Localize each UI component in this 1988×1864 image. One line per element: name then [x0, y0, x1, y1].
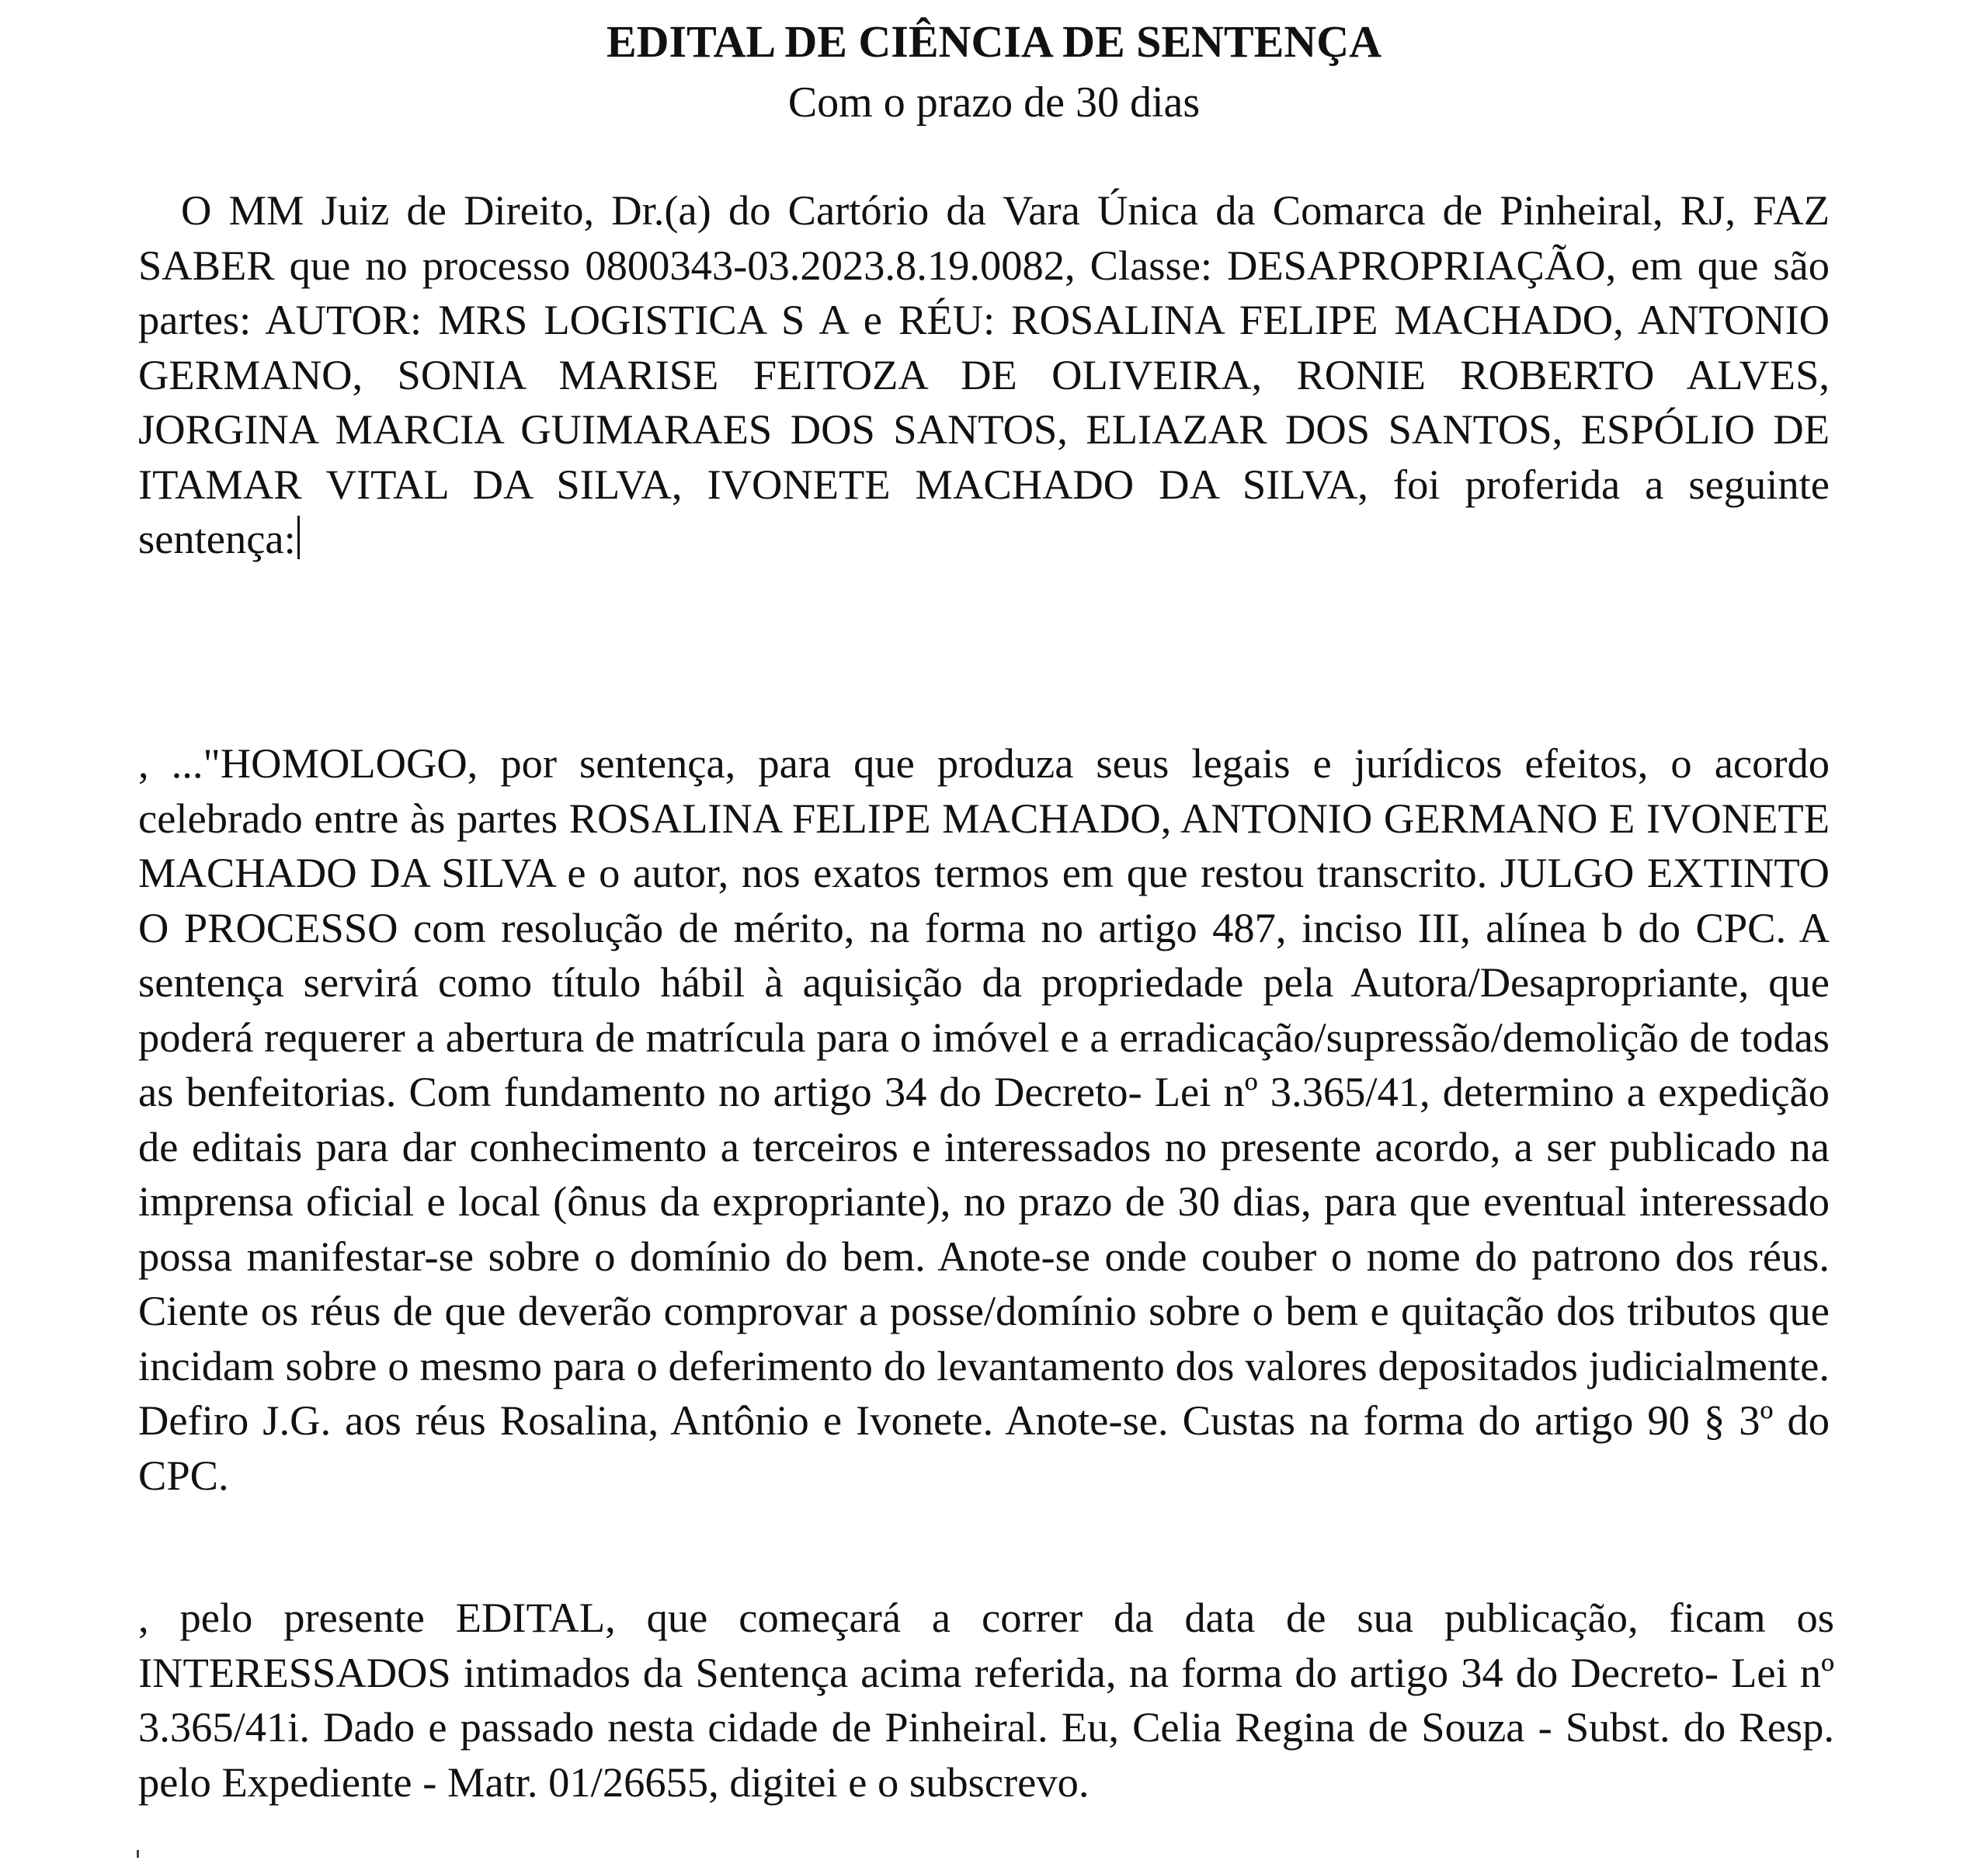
document-title: EDITAL DE CIÊNCIA DE SENTENÇA	[606, 16, 1382, 67]
stray-mark	[137, 1850, 139, 1858]
sentence-paragraph[interactable]: , ..."HOMOLOGO, por sentença, para que produza seus legais e jurídicos efeitos, o acordo celebrado entre às partes ROSALINA FELIPE MACHADO, ANTONIO GERMANO E IVONETE MACHADO DA SILVA e o autor, nos exatos termos em que restou transcrito. JULGO EXTINTO O PROCESSO com resolução de mérito, na forma no artigo 487, inciso III, alínea b do CPC. A sentença servirá como título hábil à aquisição da propriedade pela Autora/Desapropriante, que poderá requerer a abertura de matrícula para o imóvel e a erradicação/supressão/demolição de todas as benfeitorias. Com fundamento no artigo 34 do Decreto- Lei nº 3.365/41, determino a expedição de editais para dar conhecimento a terceiros e interessados no presente acordo, a ser publicado na imprensa oficial e local (ônus da expropriante), no prazo de 30 dias, para que eventual interessado possa manifestar-se sobre o domínio do bem. Anote-se onde couber o nome do patrono dos réus. Ciente os réus de que deverão comprovar a posse/domínio sobre o bem e quitação dos tributos que incidam sobre o mesmo para o deferimento do levantamento dos valores depositados judicialmente. Defiro J.G. aos réus Rosalina, Antônio e Ivonete. Anote-se. Custas na forma do artigo 90 § 3º do CPC.	[138, 739, 1830, 1499]
text-cursor	[297, 516, 300, 559]
document-subtitle: Com o prazo de 30 dias	[787, 78, 1201, 127]
closing-paragraph[interactable]: , pelo presente EDITAL, que começará a correr da data de sua publicação, ficam os INTERESSADOS intimados da Sentença acima referida, na forma do artigo 34 do Decreto- Lei nº 3.365/41i. Dado e passado nesta cidade de Pinheiral. Eu, Celia Regina de Souza - Subst. do Resp. pelo Expediente - Matr. 01/26655, digitei e o subscrevo.	[138, 1594, 1834, 1806]
intro-paragraph[interactable]	[138, 183, 1830, 567]
intro-paragraph-text: O MM Juiz de Direito, Dr.(a) do Cartório da Vara Única da Comarca de Pinheiral, RJ, FAZ SABER que no processo 0800343-03.2023.8.19.0082, Classe: DESAPROPRIAÇÃO, em que são partes: AUTOR: MRS LOGISTICA S A e RÉU: ROSALINA FELIPE MACHADO, ANTONIO GERMANO, SONIA MARISE FEITOZA DE OLIVEIRA, RONIE ROBERTO ALVES, JORGINA MARCIA GUIMARAES DOS SANTOS, ELIAZAR DOS SANTOS, ESPÓLIO DE ITAMAR VITAL DA SILVA, IVONETE MACHADO DA SILVA, foi proferida a seguinte sentença:	[138, 186, 1830, 562]
